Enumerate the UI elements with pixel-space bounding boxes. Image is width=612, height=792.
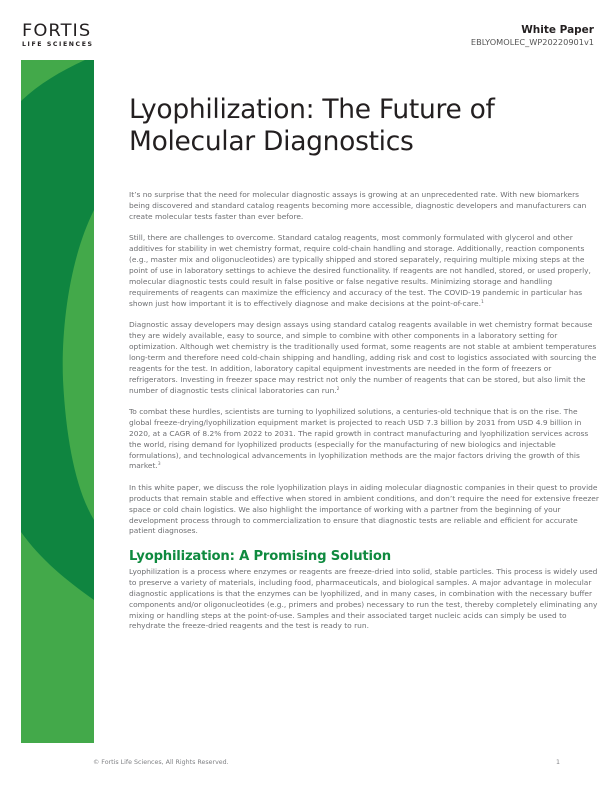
- decorative-green-bar: [21, 60, 94, 743]
- article-body: [129, 190, 599, 643]
- title-line-1: Lyophilization: The Future of: [129, 94, 495, 125]
- document-code: EBLYOMOLEC_WP20220901v1: [470, 37, 594, 47]
- logo-wordmark: FORTIS: [22, 21, 92, 41]
- footnote-ref: 3: [157, 462, 161, 468]
- paragraph-section: Lyophilization is a process where enzymes or reagents are freeze-dried into solid, stable particles. This process is widely used to preserve a variety of materials, including food, pharmaceuticals, and biological samples. A major advantage in molecular diagnostic applications is that the enzymes can be lyophilized, and in many cases, in combination with the necessary buffer components and/or oligonucleotides (e.g., primers and probes) necessary to run the test, thereby completely eliminating any mixing or handling steps at the point-of-use. Samples and their associated target nucleic acids can simply be used to rehydrate the freeze-dried reagents and the test is ready to run.: [129, 566, 598, 631]
- footnote-ref: 2: [336, 386, 340, 392]
- paragraph-market: To combat these hurdles, scientists are turning to lyophilized solutions, a centuries-old technique that is on the rise. The global freeze-drying/lyophilization equipment market is projected to reach USD 7.3 billion by 2031 from USD 4.9 billion in 2020, at a CAGR of 8.2% from 2022 to 2031. The rapid growth in contract manufacturing and lyophilization services across the world, rising demand for lyophilized products (especially for the manufacturing of new biologics and injectable formulations), and technological advancements in lyophilization methods are the major factors driving the growth of this market.$^3$: [129, 406, 589, 471]
- paragraph-intro: It’s no surprise that the need for molecular diagnostic assays is growing at an unprecedented rate. With new biomarkers being discovered and standard catalog reagents becoming more accessible, diagnostic developers and manufacturers can create molecular tests faster than ever before.: [129, 190, 587, 221]
- document-type: White Paper: [521, 24, 594, 36]
- paragraph-challenges: Still, there are challenges to overcome. Standard catalog reagents, most commonly formulated with glycerol and other additives for stability in wet chemistry format, require cold-chain handling and storage. Additionally, reaction components (e.g., master mix and oligonucleotides) are typically shipped and stored separately, requiring multiple mixing steps at the point of use in laboratory settings to achieve the desired functionality. If reagents are not handled, stored, or used properly, molecular diagnostic tests could result in false positive or false negative results. Minimizing storage and handling requirements of reagents can maximize the efficiency and accuracy of the test. The COVID-19 pandemic in particular has shown just how important it is to effectively diagnose and make decisions at the point-of-care.$^1$: [129, 233, 591, 308]
- fortis-logo: [22, 23, 94, 48]
- page-number: 1: [556, 759, 561, 766]
- title-line-2: Molecular Diagnostics: [129, 126, 414, 157]
- footnote-ref: 1: [481, 299, 484, 305]
- section-heading: Lyophilization: A Promising Solution: [129, 548, 391, 564]
- decorative-wave-graphic: [21, 60, 94, 743]
- logo-tagline: LIFE SCIENCES: [22, 41, 94, 48]
- footer-copyright: © Fortis Life Sciences, All Rights Reserved.: [93, 759, 229, 766]
- paragraph-overview: In this white paper, we discuss the role lyophilization plays in aiding molecular diagnostic companies in their quest to provide products that remain stable and effective when stored in ambient conditions, and don’t require the need for extensive freezer space or cold chain logistics. We also highlight the importance of working with a partner from the beginning of your development process through to commercialization to ensure that diagnostic tests are reliable and efficient for accurate patient diagnoses.: [129, 482, 599, 536]
- paragraph-wet-chemistry: Diagnostic assay developers may design assays using standard catalog reagents available in wet chemistry format because they are widely available, easy to source, and simple to combine with other components in a laboratory setting for optimization. Although wet chemistry is the traditionally used format, some reagents are not stable at ambient temperatures long-term and therefore need cold-chain shipping and handling, adding risk and cost to logistics associated with sourcing the reagents for the test. In addition, laboratory capital equipment investments are needed in the form of freezers or refrigerators. Investing in freezer space may restrict not only the number of reagents that can be stored, but also limit the number of diagnostic tests clinical laboratories can run.$^2$: [129, 320, 597, 395]
- page-title: [129, 94, 569, 158]
- document-meta: [471, 24, 594, 48]
